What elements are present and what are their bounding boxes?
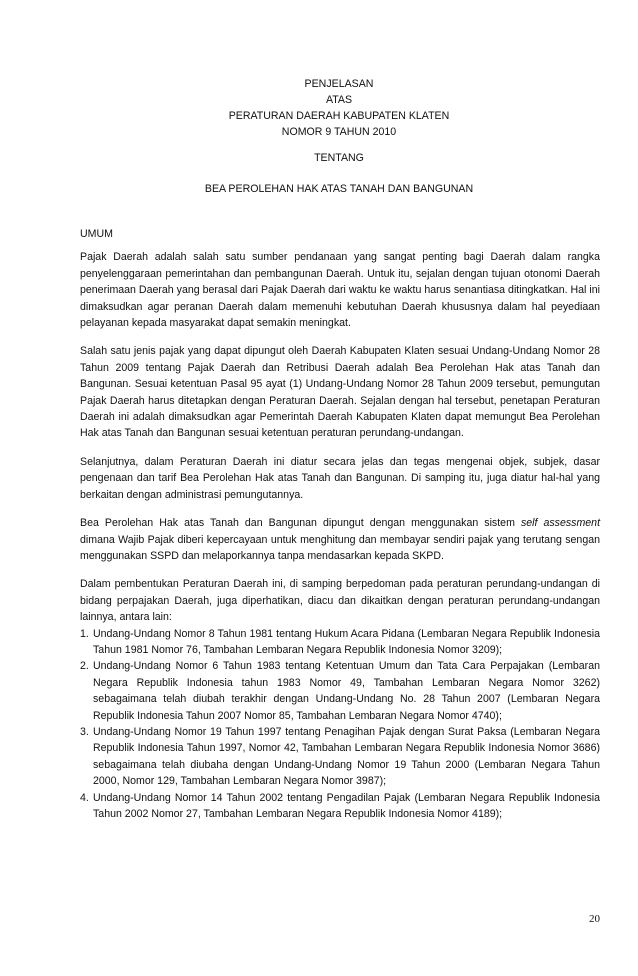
list-item-number: 1. — [80, 627, 89, 640]
paragraph-1: Pajak Daerah adalah salah satu sumber pendanaan yang sangat penting bagi Daerah dalam rangka penyelenggaraan pemerintahan dan pembangunan Daerah. Untuk itu, sejalan dengan tujuan otonomi Daerah penerimaan Daerah yang berasal dari Pajak Daerah dari waktu ke waktu harus senantiasa ditingkatkan. Hal ini dimaksudkan agar peranan Daerah dalam memenuhi kebutuhan Daerah khususnya dalam hal peyediaan pelayanan kepada masyarakat dapat semakin meningkat. — [80, 251, 600, 330]
heading-line-atas: ATAS — [325, 94, 353, 106]
paragraph-2: Salah satu jenis pajak yang dapat dipungut oleh Daerah Kabupaten Klaten sesuai Undang-Undang Nomor 28 Tahun 2009 tentang Pajak Daerah dan Retribusi Daerah adalah Bea Perolehan Hak atas Tanah dan Bangunan. Sesuai ketentuan Pasal 95 ayat (1) Undang-Undang Nomor 28 Tahun 2009 tersebut, pemungutan Pajak Daerah harus ditetapkan dengan Peraturan Daerah. Sejalan dengan hal tersebut, penetapan Peraturan Daerah ini adalah dimaksudkan agar Pemerintah Daerah Kabupaten Klaten dapat memungut Bea Perolehan Hak atas Tanah dan Bangunan sesuai ketentuan peraturan perundang-undangan. — [80, 345, 600, 440]
reference-list — [80, 626, 600, 823]
paragraph-4-text-after: dimana Wajib Pajak diberi kepercayaan untuk menghitung dan membayar sendiri pajak yang terutang sengan menggunakan SSPD dan melaporkannya tanpa mendasarkan kepada SKPD. — [80, 533, 600, 562]
list-item — [80, 724, 600, 790]
list-item-text: Undang-Undang Nomor 14 Tahun 2002 tentang Pengadilan Pajak (Lembaran Negara Republik Indonesia Tahun 2002 Nomor 27, Tambahan Lembaran Negara Republik Indonesia Nomor 4189); — [93, 791, 600, 820]
paragraph-4-text-before: Bea Perolehan Hak atas Tanah dan Bangunan dipungut dengan menggunakan sistem — [80, 517, 521, 530]
heading-line-penjelasan: PENJELASAN — [304, 78, 374, 90]
list-item-text: Undang-Undang Nomor 8 Tahun 1981 tentang Hukum Acara Pidana (Lembaran Negara Republik Indonesia Tahun 1981 Nomor 76, Tambahan Lembaran Negara Republik Indonesia Nomor 3209); — [93, 627, 600, 656]
heading-line-regulation-name: PERATURAN DAERAH KABUPATEN KLATEN — [228, 110, 450, 122]
document-body — [80, 226, 600, 822]
list-item-text: Undang-Undang Nomor 6 Tahun 1983 tentang Ketentuan Umum dan Tata Cara Perpajakan (Lembaran Negara Republik Indonesia tahun 1983 Nomor 49, Tambahan Lembaran Negara Nomor 3262) sebagaimana telah diubah terakhir dengan Undang-Undang No. 28 Tahun 2007 (Lembaran Negara Republik Indonesia Tahun 2007 Nomor 85, Tambahan Lembaran Negara Nomor 4740); — [93, 660, 600, 722]
list-item-text: Undang-Undang Nomor 19 Tahun 1997 tentang Penagihan Pajak dengan Surat Paksa (Lembaran Negara Republik Indonesia Tahun 1997, Nomor 42, Tambahan Lembaran Negara Republik Indonesia Nomor 3686) sebagaimana telah diubaha dengan Undang-Undang Nomor 19 Tahun 2000 (Lembaran Negara Tahun 2000, Nomor 129, Tambahan Lembaran Negara Nomor 3987); — [93, 725, 600, 788]
document-heading — [0, 76, 638, 140]
list-item-number: 4. — [80, 791, 89, 804]
heading-tentang-block — [0, 150, 638, 166]
paragraph-4-emphasis: self assessment — [520, 517, 601, 530]
paragraph-4 — [80, 515, 600, 564]
heading-line-tentang: TENTANG — [314, 152, 364, 164]
heading-line-subject: BEA PEROLEHAN HAK ATAS TANAH DAN BANGUNAN — [204, 183, 474, 195]
list-item — [80, 658, 600, 724]
list-item-number: 2. — [80, 660, 89, 673]
list-item — [80, 790, 600, 823]
section-title-umum: UMUM — [80, 228, 113, 240]
list-item-number: 3. — [80, 725, 89, 738]
heading-line-regulation-number: NOMOR 9 TAHUN 2010 — [281, 126, 397, 138]
heading-subject-block — [0, 181, 638, 197]
list-item — [80, 626, 600, 659]
paragraph-5: Dalam pembentukan Peraturan Daerah ini, di samping berpedoman pada peraturan perundang-undangan di bidang perpajakan Daerah, juga diperhatikan, diacu dan dikaitkan dengan peraturan perundang-undangan lainnya, antara lain: — [80, 578, 600, 624]
page-number: 20 — [589, 913, 600, 925]
paragraph-3: Selanjutnya, dalam Peraturan Daerah ini diatur secara jelas dan tegas mengenai objek, subjek, dasar pengenaan dan tarif Bea Perolehan Hak atas Tanah dan Bangunan. Di samping itu, juga diatur hal-hal yang berkaitan dengan administrasi pemungutannya. — [80, 455, 600, 501]
